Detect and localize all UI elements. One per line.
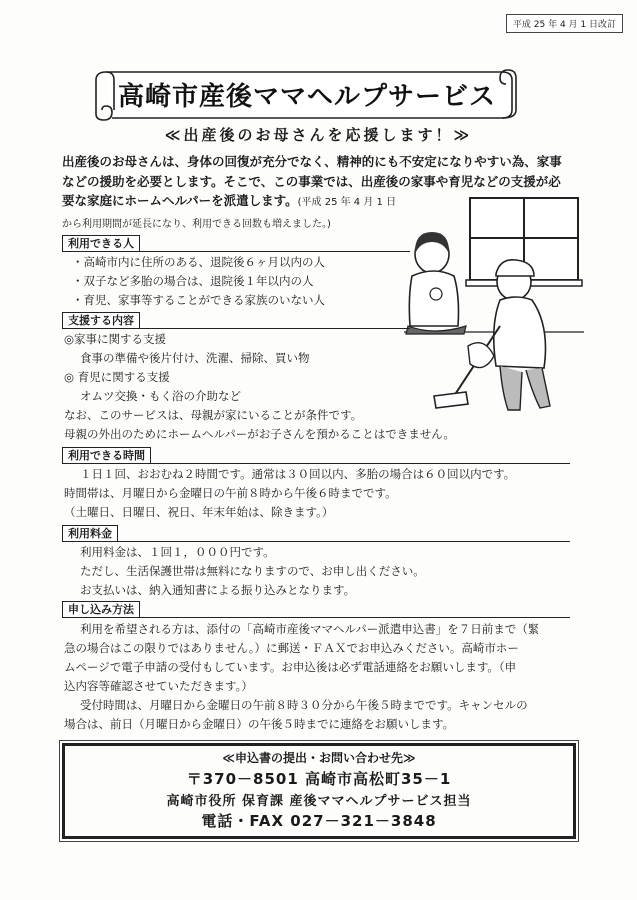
apply-line: 場合は、前日（月曜日から金曜日）の午後５時までに連絡をお願いします。 (64, 717, 455, 731)
contact-address: 〒370－8501 高崎市高松町35－1 (186, 770, 452, 788)
support-childcare-detail: オムツ交換・もく浴の介助など (80, 389, 241, 403)
support-childcare-title: ◎ 育児に関する支援 (64, 370, 170, 384)
section-label-hours: 利用できる時間 (62, 447, 151, 464)
apply-line: ムページで電子申請の受付もしています。お申込後は必ず電話連絡をお願いします。（申 (64, 660, 517, 674)
fee-line: お支払いは、納入通知書による振り込みとなります。 (80, 583, 356, 597)
intro-line: 出産後のお母さんは、身体の回復が充分でなく、精神的にも不安定になりやすい為、家事 (62, 154, 562, 169)
eligible-item: ・双子など多胎の場合は、退院後１年以内の人 (72, 274, 314, 288)
section-divider (62, 541, 570, 542)
fee-line: 利用料金は、１回１，０００円です。 (80, 545, 275, 559)
apply-line: 込内容等確認させていただきます。） (64, 679, 253, 693)
contact-box (62, 743, 576, 839)
section-label-apply: 申し込み方法 (62, 601, 140, 618)
eligible-item: ・育児、家事等することができる家族のいない人 (72, 293, 325, 307)
revision-note: 平成 25 年 4 月 1 日改訂 (506, 14, 623, 33)
hours-line: （土曜日、日曜日、祝日、年末年始は、除きます。） (64, 505, 334, 519)
subtitle: ≪出産後のお母さんを応援します！≫ (164, 126, 473, 144)
eligible-item: ・高崎市内に住所のある、退院後６ヶ月以内の人 (72, 255, 325, 269)
fee-line: ただし、生活保護世帯は無料になりますので、お申し出ください。 (80, 564, 425, 578)
contact-title: ≪申込書の提出・お問い合わせ先≫ (222, 751, 416, 765)
helper-illustration-icon (404, 196, 584, 418)
support-note: 母親の外出のためにホームヘルパーがお子さんを預かることはできません。 (64, 427, 455, 441)
page-title: 高崎市産後ママヘルプサービス (117, 81, 496, 112)
support-note: なお、このサービスは、母親が家にいることが条件です。 (64, 408, 363, 422)
apply-line: 急の場合はこの限りではありません。）に郵送・ＦＡＸでお申込みください。高崎市ホー (64, 641, 519, 655)
intro-note: から利用期間が延長になり、利用できる回数も増えました。) (62, 219, 331, 230)
title-banner (92, 66, 522, 122)
section-label-fee: 利用料金 (62, 525, 118, 542)
intro-line: などの援助を必要とします。そこで、この事業では、出産後の家事や育児などの支援が必 (62, 173, 561, 189)
support-housework-title: ◎家事に関する支援 (64, 332, 167, 346)
section-label-support: 支援する内容 (62, 312, 140, 329)
apply-line: 利用を希望される方は、添付の「高崎市産後ママヘルパー派遣申込書」を７日前まで（緊 (80, 622, 540, 636)
section-divider (62, 463, 570, 464)
contact-phone: 電話・FAX 027－321－3848 (201, 812, 437, 830)
hours-line: 時間帯は、月曜日から金曜日の午前８時から午後６時までです。 (64, 486, 397, 500)
section-divider (62, 328, 410, 329)
section-divider (62, 251, 410, 252)
apply-line: 受付時間は、月曜日から金曜日の午前８時３０分から午後５時までです。キャンセルの (80, 698, 528, 712)
contact-office: 高崎市役所 保育課 産後ママヘルプサービス担当 (166, 794, 472, 809)
hours-line: １日１回、おおむね２時間です。通常は３０回以内、多胎の場合は６０回以内です。 (80, 467, 516, 481)
section-divider (62, 617, 570, 618)
section-label-eligible: 利用できる人 (62, 235, 140, 252)
intro-line: 要な家庭にホームヘルパーを派遣します。(平成 25 年 4 月 1 日 (62, 193, 397, 208)
support-housework-detail: 食事の準備や後片付け、洗濯、掃除、買い物 (80, 351, 310, 365)
